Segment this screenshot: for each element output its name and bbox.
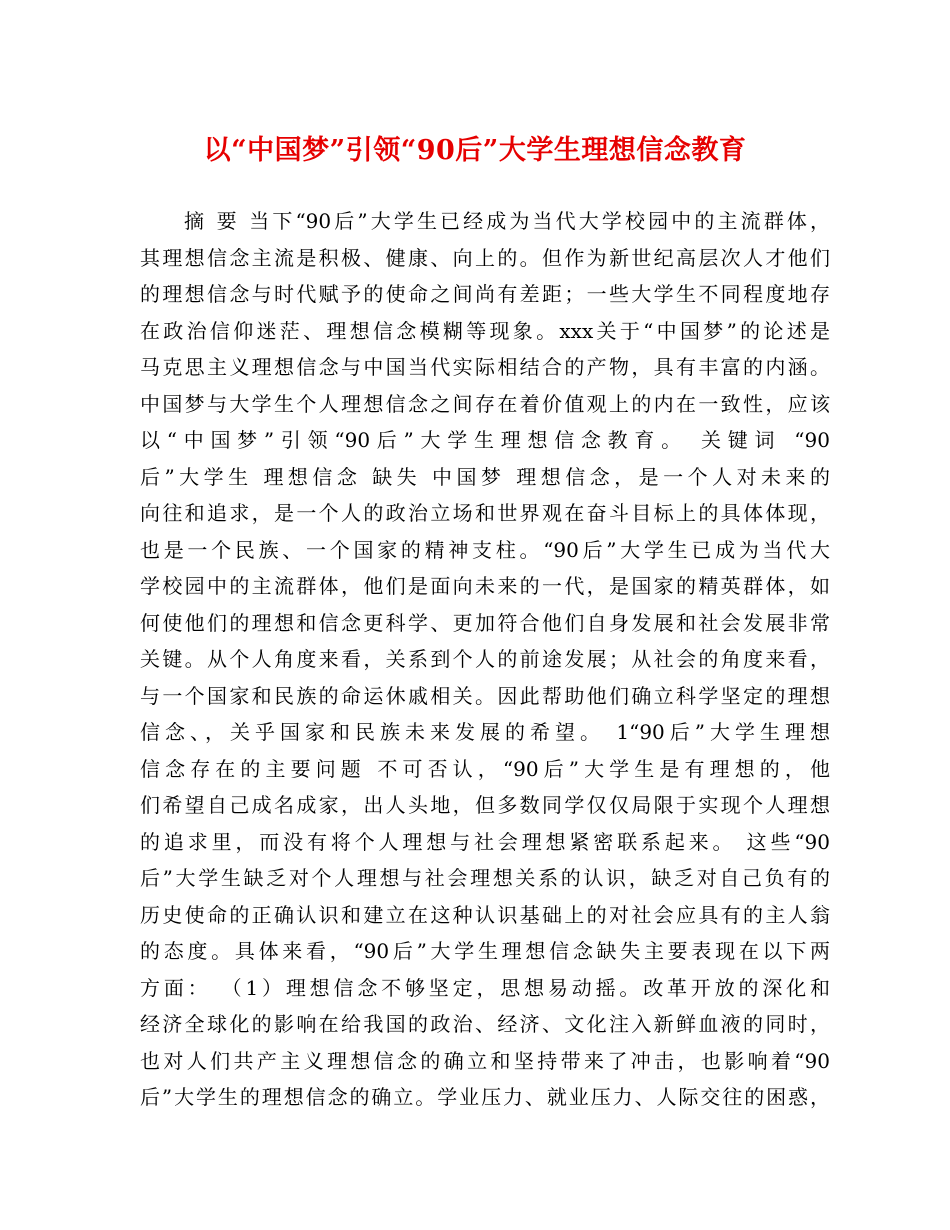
body-line: 信念存在的主要问题 不可否认，“90后”大学生是有理想的，他 bbox=[140, 756, 830, 781]
body-line: 的理想信念与时代赋予的使命之间尚有差距；一些大学生不同程度地存 bbox=[140, 282, 830, 306]
body-line: 后”大学生缺乏对个人理想与社会理想关系的认识，缺乏对自己负有的 bbox=[140, 866, 830, 890]
body-line: 其理想信念主流是积极、健康、向上的。但作为新世纪高层次人才他们 bbox=[140, 245, 830, 270]
body-line: 中国梦与大学生个人理想信念之间存在着价值观上的内在一致性，应该 bbox=[140, 391, 830, 416]
body-line: 向往和追求，是一个人的政治立场和世界观在奋斗目标上的具体体现， bbox=[140, 501, 830, 525]
body-line: 在政治信仰迷茫、理想信念模糊等现象。xxx关于“中国梦”的论述是 bbox=[140, 318, 830, 343]
body-line: 信念、，关乎国家和民族未来发展的希望。 1“90后”大学生理想 bbox=[140, 720, 830, 744]
body-line: 经济全球化的影响在给我国的政治、经济、文化注入新鲜血液的同时， bbox=[140, 1012, 830, 1036]
body-line: 方面： （1）理想信念不够坚定，思想易动摇。改革开放的深化和 bbox=[140, 975, 830, 1000]
body-line: 历史使命的正确认识和建立在这种认识基础上的对社会应具有的主人翁 bbox=[140, 902, 830, 927]
body-line: 们希望自己成名成家，出人头地，但多数同学仅仅局限于实现个人理想 bbox=[140, 793, 830, 817]
body-line: 以“中国梦”引领“90后”大学生理想信念教育。 关键词 “90 bbox=[140, 428, 830, 452]
body-line: 与一个国家和民族的命运休戚相关。因此帮助他们确立科学坚定的理想 bbox=[140, 683, 830, 708]
body-line: 也是一个民族、一个国家的精神支柱。“90后”大学生已成为当代大 bbox=[140, 537, 830, 562]
body-line: 也对人们共产主义理想信念的确立和坚持带来了冲击，也影响着“90 bbox=[140, 1048, 830, 1073]
document-title: 以“中国梦”引领“90后”大学生理想信念教育 bbox=[203, 135, 747, 166]
body-line: 摘 要 当下“90后”大学生已经成为当代大学校园中的主流群体， bbox=[184, 209, 830, 233]
body-line: 后”大学生的理想信念的确立。学业压力、就业压力、人际交往的困惑， bbox=[140, 1085, 830, 1109]
body-line: 何使他们的理想和信念更科学、更加符合他们自身发展和社会发展非常 bbox=[140, 610, 830, 635]
body-line: 的态度。具体来看，“90后”大学生理想信念缺失主要表现在以下两 bbox=[140, 939, 830, 963]
document-body bbox=[140, 203, 830, 1116]
body-line: 学校园中的主流群体，他们是面向未来的一代，是国家的精英群体，如 bbox=[140, 574, 830, 598]
body-line: 关键。从个人角度来看，关系到个人的前途发展；从社会的角度来看， bbox=[140, 647, 830, 671]
body-line: 马克思主义理想信念与中国当代实际相结合的产物，具有丰富的内涵。 bbox=[140, 355, 830, 379]
body-line: 后”大学生 理想信念 缺失 中国梦 理想信念，是一个人对未来的 bbox=[140, 464, 830, 489]
body-line: 的追求里，而没有将个人理想与社会理想紧密联系起来。 这些“90 bbox=[140, 829, 830, 854]
